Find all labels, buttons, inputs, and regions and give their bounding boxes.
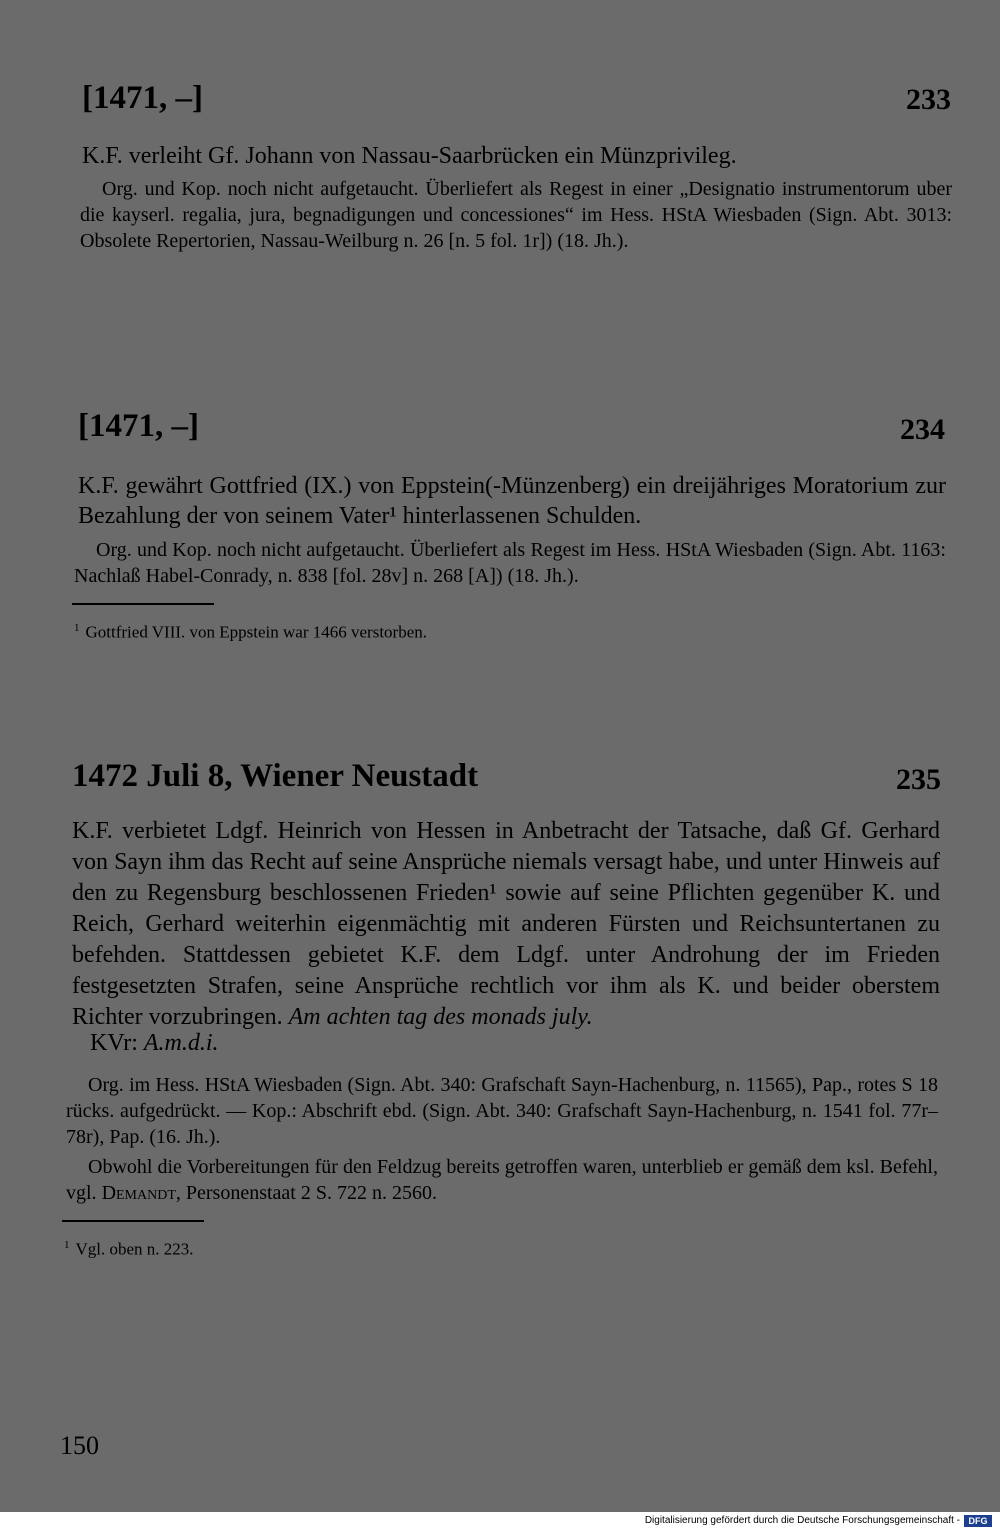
entry-235-kvr xyxy=(90,1028,490,1058)
entry-233-number: 233 xyxy=(906,83,951,116)
entry-235-summary-quote: Am achten tag des monads july. xyxy=(288,1004,593,1030)
footnote-mark: 1 xyxy=(74,622,80,634)
entry-235-date: 1472 Juli 8, Wiener Neustadt xyxy=(72,758,479,794)
footnote-mark: 1 xyxy=(64,1239,70,1251)
entry-235-note-1: Org. im Hess. HStA Wiesbaden (Sign. Abt. 340: Grafschaft Sayn-Hachenburg, n. 11565), Pap., rotes S 18 rücks. aufgedrückt. — Kop.: Abschrift ebd. (Sign. Abt. 340: Grafschaft Sayn-Hachenburg, n. 1541 fol. 77r–78r), Pap. (16. Jh.). xyxy=(66,1074,938,1148)
dfg-logo: DFG xyxy=(964,1515,992,1527)
entry-234-summary: K.F. gewährt Gottfried (IX.) von Eppstein(-Münzenberg) ein dreijähriges Moratorium zur Bezahlung der von seinem Vater¹ hinterlassenen Schulden. xyxy=(78,473,946,529)
kvr-label: KVr: xyxy=(90,1030,138,1056)
footnote-rule xyxy=(62,1220,204,1222)
entry-235-summary-text: K.F. verbietet Ldgf. Heinrich von Hessen in Anbetracht der Tatsache, daß Gf. Gerhard von Sayn ihm das Recht auf seine Ansprüche niemals versagt habe, und unter Hinweis auf den zu Regensburg beschlossenen Frieden¹ sowie auf seine Pflichten gegenüber K. und Reich, Gerhard weiterhin eigenmächtig mit anderen Fürsten und Reichsuntertanen zu befehden. Stattdessen gebietet K.F. dem Ldgf. unter Androhung der im Frieden festgesetzten Strafen, seine Ansprüche rechtlich vor ihm als K. und beider oberstem Richter vorzubringen. xyxy=(72,818,940,1030)
entry-235-note-2 xyxy=(66,1154,938,1206)
entry-233-summary: K.F. verleiht Gf. Johann von Nassau-Saarbrücken ein Münzprivileg. xyxy=(82,143,737,169)
entry-235-footnote xyxy=(64,1234,194,1261)
note-2-author: Demandt xyxy=(101,1182,176,1204)
footnote-text: Vgl. oben n. 223. xyxy=(75,1239,194,1259)
kvr-value: A.m.d.i. xyxy=(143,1030,219,1056)
note-2-text: Obwohl die Vorbereitungen für den Feldzug bereits getroffen waren, unterblieb er gemäß dem ksl. Befehl, vgl. xyxy=(66,1156,938,1204)
entry-235-number: 235 xyxy=(896,763,941,796)
funding-footer xyxy=(0,1512,1000,1530)
entry-234-footnote xyxy=(74,617,427,644)
entry-234-note: Org. und Kop. noch nicht aufgetaucht. Überliefert als Regest im Hess. HStA Wiesbaden (Sign. Abt. 1163: Nachlaß Habel-Conrady, n. 838 [fol. 28v] n. 268 [A]) (18. Jh.). xyxy=(74,539,946,587)
entry-233-note: Org. und Kop. noch nicht aufgetaucht. Überliefert als Regest in einer „Designatio instrumentorum uber die kayserl. regalia, jura, begnadigungen und concessiones“ im Hess. HStA Wiesbaden (Sign. Abt. 3013: Obsolete Repertorien, Nassau-Weilburg n. 26 [n. 5 fol. 1r]) (18. Jh.). xyxy=(80,178,952,252)
funding-text: Digitalisierung gefördert durch die Deutsche Forschungsgemeinschaft - xyxy=(644,1515,960,1526)
footnote-rule xyxy=(72,603,214,605)
page-number: 150 xyxy=(60,1431,99,1460)
entry-234-number: 234 xyxy=(900,413,945,446)
entry-235-summary xyxy=(72,816,940,1033)
entry-233-date: [1471, –] xyxy=(82,80,203,116)
footnote-text: Gottfried VIII. von Eppstein war 1466 verstorben. xyxy=(85,622,427,642)
entry-234-date: [1471, –] xyxy=(78,408,199,444)
note-2-reference: , Personenstaat 2 S. 722 n. 2560. xyxy=(175,1182,437,1204)
